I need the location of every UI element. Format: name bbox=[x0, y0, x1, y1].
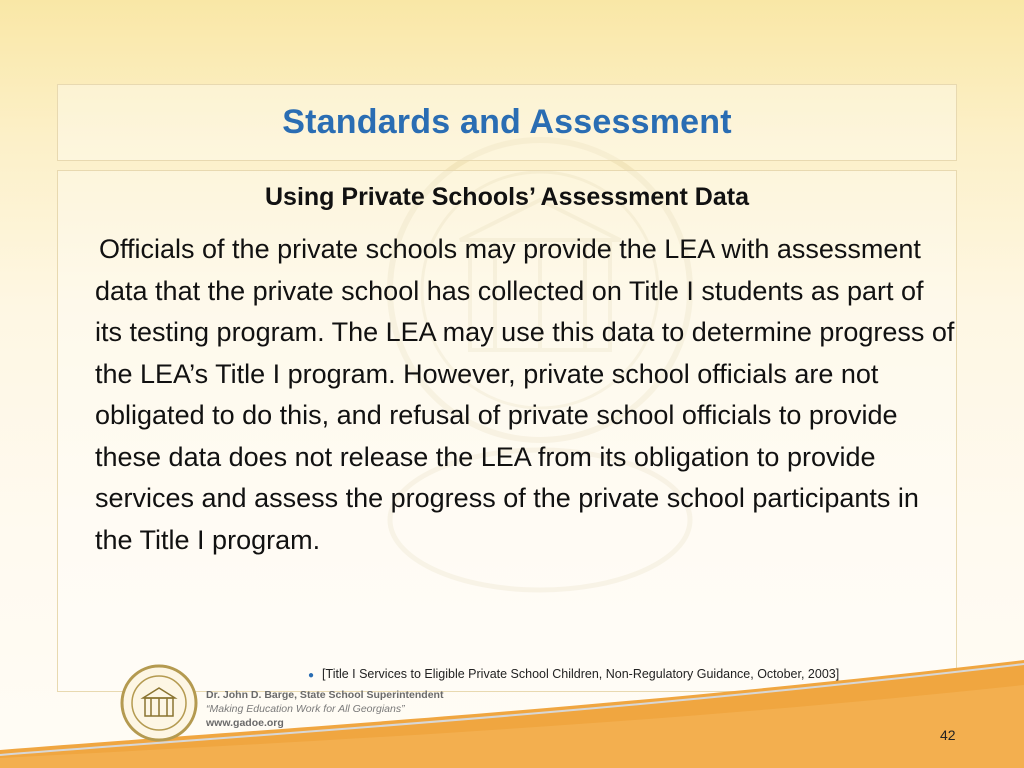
superintendent-name: Dr. John D. Barge, State School Superintendent bbox=[206, 689, 444, 701]
georgia-education-seal-logo bbox=[120, 662, 198, 744]
slide-body-text: Officials of the private schools may provide the LEA with assessment data that the private school has collected on Title I students as part of its testing program. The LEA may use this data to determine progress of the LEA’s Title I program. However, private school officials are not obligated to do this, and refusal of private school officials to provide these data does not release the LEA from its obligation to provide services and assess the progress of the private school participants in the Title I program. bbox=[95, 234, 955, 555]
slide-title: Standards and Assessment bbox=[282, 103, 732, 141]
citation-text: [Title I Services to Eligible Private School Children, Non-Regulatory Guidance, October, 2003] bbox=[322, 667, 840, 681]
bullet-icon: ● bbox=[308, 670, 315, 681]
footer-website: www.gadoe.org bbox=[206, 717, 284, 729]
footer-logo-text bbox=[206, 688, 443, 730]
page-number: 42 bbox=[940, 727, 956, 743]
title-box bbox=[57, 84, 957, 161]
footer-tagline: “Making Education Work for All Georgians” bbox=[206, 703, 405, 715]
content-box bbox=[57, 170, 957, 692]
slide-subtitle: Using Private Schools’ Assessment Data bbox=[265, 183, 749, 211]
